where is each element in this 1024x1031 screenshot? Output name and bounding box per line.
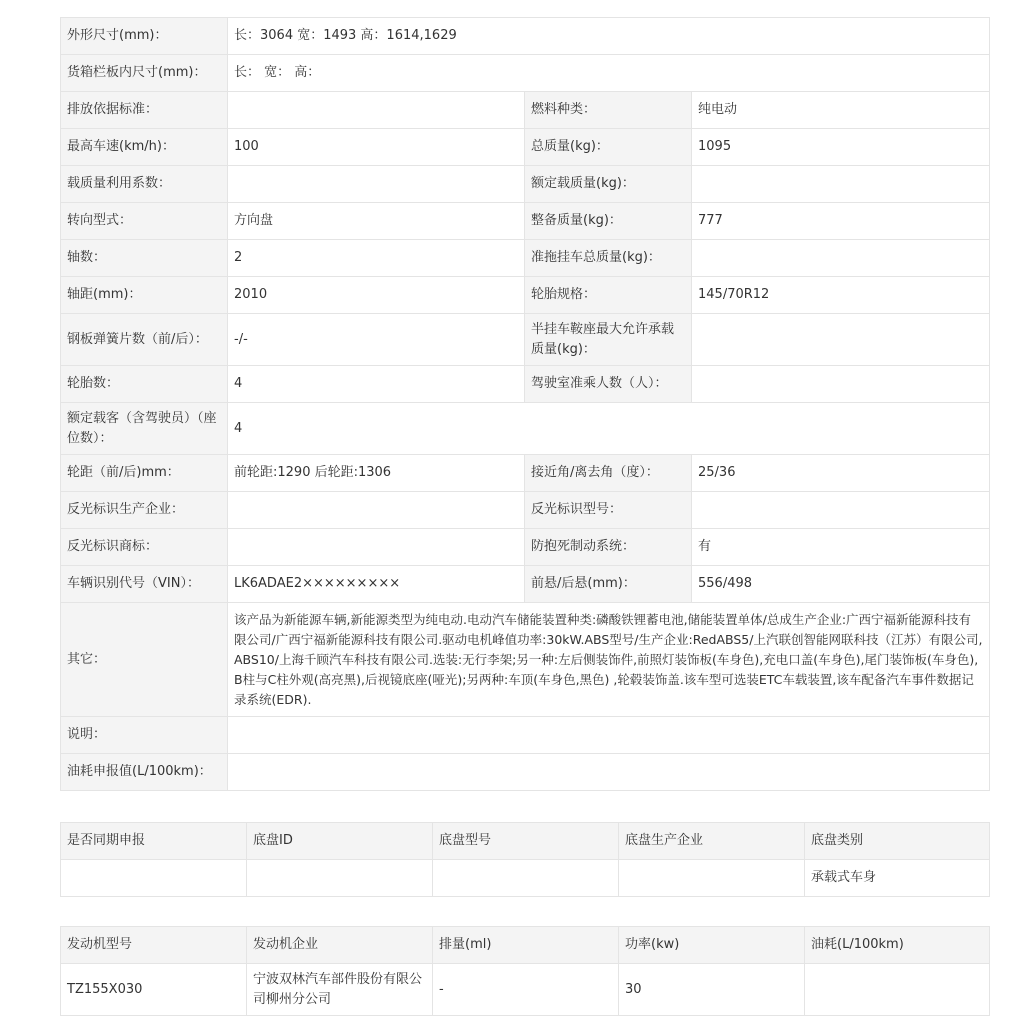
table-row	[61, 603, 990, 717]
engine-table	[60, 926, 990, 1016]
table-cell: 宁波双林汽车部件股份有限公司柳州分公司	[247, 964, 433, 1016]
spec-value: LK6ADAE2×××××××××	[228, 566, 525, 603]
column-header: 是否同期申报	[61, 823, 247, 860]
table-cell	[619, 860, 805, 897]
spec-label: 钢板弹簧片数（前/后）：	[61, 314, 228, 366]
table-row	[61, 277, 990, 314]
spec-value	[228, 492, 525, 529]
spec-value	[228, 717, 990, 754]
spec-label: 轮胎规格：	[525, 277, 692, 314]
spec-label: 反光标识型号：	[525, 492, 692, 529]
spec-value	[228, 529, 525, 566]
spec-value: 长：3064 宽：1493 高：1614,1629	[228, 18, 990, 55]
table-row	[61, 129, 990, 166]
spec-label: 货箱栏板内尺寸(mm)：	[61, 55, 228, 92]
table-header-row	[61, 927, 990, 964]
table-row	[61, 717, 990, 754]
column-header: 发动机企业	[247, 927, 433, 964]
spec-value: 长： 宽： 高：	[228, 55, 990, 92]
spec-value: 145/70R12	[692, 277, 990, 314]
spec-value: 777	[692, 203, 990, 240]
spec-label: 排放依据标准：	[61, 92, 228, 129]
column-header: 底盘类别	[805, 823, 990, 860]
table-row	[61, 403, 990, 455]
table-row	[61, 529, 990, 566]
table-cell: 30	[619, 964, 805, 1016]
spec-value: 2	[228, 240, 525, 277]
spec-label: 轮胎数：	[61, 366, 228, 403]
spec-label: 轴数：	[61, 240, 228, 277]
spec-value	[692, 166, 990, 203]
table-row	[61, 566, 990, 603]
table-cell: TZ155X030	[61, 964, 247, 1016]
table-row	[61, 314, 990, 366]
vehicle-spec-table	[60, 17, 990, 791]
spec-label: 轮距（前/后)mm：	[61, 455, 228, 492]
table-cell: -	[433, 964, 619, 1016]
table-cell	[433, 860, 619, 897]
spec-value	[692, 314, 990, 366]
spec-label: 最高车速(km/h)：	[61, 129, 228, 166]
table-row	[61, 455, 990, 492]
spec-value	[692, 366, 990, 403]
spec-label: 防抱死制动系统：	[525, 529, 692, 566]
column-header: 发动机型号	[61, 927, 247, 964]
spec-label: 油耗申报值(L/100km)：	[61, 754, 228, 791]
column-header: 油耗(L/100km)	[805, 927, 990, 964]
column-header: 底盘生产企业	[619, 823, 805, 860]
chassis-table	[60, 822, 990, 897]
spec-value: 有	[692, 529, 990, 566]
table-cell: 承载式车身	[805, 860, 990, 897]
spec-label: 外形尺寸(mm)：	[61, 18, 228, 55]
spec-value: 2010	[228, 277, 525, 314]
spec-value: 1095	[692, 129, 990, 166]
spec-value: 25/36	[692, 455, 990, 492]
spec-label: 额定载质量(kg)：	[525, 166, 692, 203]
spec-label: 驾驶室准乘人数（人）：	[525, 366, 692, 403]
spec-label: 燃料种类：	[525, 92, 692, 129]
table-row	[61, 166, 990, 203]
spec-label: 轴距(mm)：	[61, 277, 228, 314]
spec-label: 反光标识生产企业：	[61, 492, 228, 529]
spec-value: 556/498	[692, 566, 990, 603]
spec-label: 额定载客（含驾驶员）（座位数）：	[61, 403, 228, 455]
table-cell	[805, 964, 990, 1016]
table-row	[61, 92, 990, 129]
table-row	[61, 203, 990, 240]
table-cell	[61, 860, 247, 897]
table-row	[61, 366, 990, 403]
spec-label: 其它：	[61, 603, 228, 717]
spec-label: 载质量利用系数：	[61, 166, 228, 203]
table-header-row	[61, 823, 990, 860]
table-row	[61, 55, 990, 92]
table-row	[61, 240, 990, 277]
table-row	[61, 18, 990, 55]
spec-value	[228, 754, 990, 791]
spec-label: 准拖挂车总质量(kg)：	[525, 240, 692, 277]
column-header: 排量(ml)	[433, 927, 619, 964]
table-cell	[247, 860, 433, 897]
spec-value: 4	[228, 366, 525, 403]
spec-label: 反光标识商标：	[61, 529, 228, 566]
table-row	[61, 964, 990, 1016]
column-header: 底盘ID	[247, 823, 433, 860]
spec-label: 半挂车鞍座最大允许承载质量(kg)：	[525, 314, 692, 366]
spec-value: 纯电动	[692, 92, 990, 129]
spec-label: 总质量(kg)：	[525, 129, 692, 166]
spec-value: 前轮距:1290 后轮距:1306	[228, 455, 525, 492]
spec-value: 该产品为新能源车辆,新能源类型为纯电动.电动汽车储能装置种类:磷酸铁锂蓄电池,储能装置单体/总成生产企业:广西宁福新能源科技有限公司/广西宁福新能源科技有限公司.驱动电机峰值功率:30kW.ABS型号/生产企业:RedABS5/上汽联创智能网联科技（江苏）有限公司,ABS10/上海千顾汽车科技有限公司.选装:无行李架;另一种:左后侧装饰件,前照灯装饰板(车身色),充电口盖(车身色),尾门装饰板(车身色),B柱与C柱外观(高亮黑),后视镜底座(哑光);另两种:车顶(车身色,黑色) ,轮毂装饰盖.该车型可选装ETC车载装置,该车配备汽车事件数据记录系统(EDR).	[228, 603, 990, 717]
spec-label: 车辆识别代号（VIN）：	[61, 566, 228, 603]
spec-value: 方向盘	[228, 203, 525, 240]
table-row	[61, 754, 990, 791]
spec-value	[692, 492, 990, 529]
spec-label: 转向型式：	[61, 203, 228, 240]
spec-label: 接近角/离去角（度）：	[525, 455, 692, 492]
column-header: 底盘型号	[433, 823, 619, 860]
spec-value	[228, 92, 525, 129]
spec-label: 整备质量(kg)：	[525, 203, 692, 240]
table-row	[61, 860, 990, 897]
spec-value: -/-	[228, 314, 525, 366]
spec-value	[692, 240, 990, 277]
spec-value	[228, 166, 525, 203]
spec-value: 4	[228, 403, 990, 455]
column-header: 功率(kw)	[619, 927, 805, 964]
spec-label: 前悬/后悬(mm)：	[525, 566, 692, 603]
table-row	[61, 492, 990, 529]
spec-label: 说明：	[61, 717, 228, 754]
spec-value: 100	[228, 129, 525, 166]
